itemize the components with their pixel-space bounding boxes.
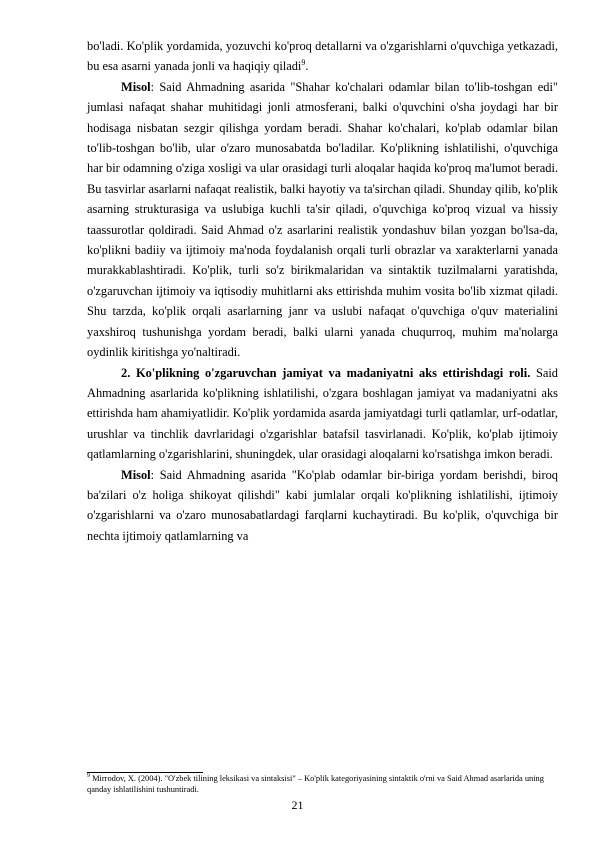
body-text bbox=[87, 36, 558, 546]
page-number: 21 bbox=[291, 798, 304, 812]
example-label: Misol bbox=[121, 467, 151, 482]
footnote bbox=[87, 774, 558, 795]
footnote-number: 9 bbox=[87, 773, 90, 780]
paragraph-end: . bbox=[305, 59, 309, 74]
paragraph-section-2 bbox=[87, 363, 558, 465]
paragraph-text: Said Ahmadning asarlarida ko'plikning ishlatilishi, o'zgara boshlagan jamiyat va madaniyatni aks ettirishda ham ahamiyatlidir. Ko'plik yordamida asarda jamiyatdagi turli qatlamlar, urf-odatlar, urushlar va tinchlik davrlaridagi o'zgarishlar batafsil tasvirlanadi. Ko'plik, ko'plab ijtimoiy qatlamlarning o'zgarishlarini, shuningdek, ular orasidagi aloqalarni ko'rsatishga imkon beradi. bbox=[87, 365, 558, 462]
paragraph-text: : Said Ahmadning asarida "Shahar ko'chalari odamlar bilan to'lib-toshgan edi" jumlasi nafaqat shahar muhitidagi jonli atmosferani, balki o'quvchini o'sha joydagi har bir hodisaga nisbatan sezgir qilishga yordam beradi. Shahar ko'chalari, ko'plab odamlar bilan to'lib-toshgan bo'lib, ular o'zaro munosabatda bo'ladilar. Ko'plikning ishlatilishi, o'quvchiga har bir odamning o'ziga xosligi va ular orasidagi turli aloqalar haqida ko'proq ma'lumot beradi. Bu tasvirlar asarlarni nafaqat realistik, balki hayotiy va ta'sirchan qiladi. Shunday qilib, ko'plik asarning strukturasiga va uslubiga kuchli ta'sir qiladi, o'quvchiga ko'proq vizual va hissiy taassurotlar qoldiradi. Said Ahmad o'z asarlarini realistik yondashuv bilan yozgan bo'lsa-da, ko'plikni badiiy va ijtimoiy ma'noda foydalanish orqali turli obrazlar va xarakterlarni yanada murakkablashtiradi. Ko'plik, turli so'z birikmalaridan va sintaktik tuzilmalarni yaratishda, o'zgaruvchan ijtimoiy va iqtisodiy muhitlarni aks ettirishda muhim vosita bo'lib xizmat qiladi. Shu tarzda, ko'plik orqali asarlarning janr va uslubi nafaqat o'quvchiga o'quv materialini yaxshiroq tushunishga yordam beradi, balki ularni yanada chuqurroq, muhim ma'nolarga oydinlik kiritishga yo'naltiradi. bbox=[87, 79, 558, 360]
paragraph-text: bo'ladi. Ko'plik yordamida, yozuvchi ko'proq detallarni va o'zgarishlarni o'quvchiga yetkazadi, bu esa asarni yanada jonli va haqiqiy qiladi bbox=[87, 39, 558, 74]
paragraph-example-2 bbox=[87, 465, 558, 547]
footnote-reference[interactable]: 9 bbox=[301, 58, 306, 68]
section-heading: 2. Ko'plikning o'zgaruvchan jamiyat va madaniyatni aks ettirishdagi roli. bbox=[121, 365, 531, 380]
footnote-text: Mirrodov, X. (2004). "O'zbek tilining leksikasi va sintaksisi" – Ko'plik kategoriyasining sintaktik o'rni va Said Ahmad asarlarida uning qanday ishlatilishini tushuntiradi. bbox=[87, 774, 544, 794]
paragraph-text: : Said Ahmadning asarida "Ko'plab odamlar bir-biriga yordam berishdi, biroq ba'zilari o'z holiga shikoyat qilishdi" kabi jumlalar orqali ko'plikning ishlatilishi, ijtimoiy o'zgarishlarni va o'zaro munosabatlardagi farqlarni kuchaytiradi. Bu ko'plik, o'quvchiga bir nechta ijtimoiy qatlamlarning va bbox=[87, 467, 558, 543]
footnote-divider bbox=[87, 772, 203, 773]
paragraph-example-1 bbox=[87, 77, 558, 363]
paragraph-continuation bbox=[87, 36, 558, 77]
example-label: Misol bbox=[121, 79, 151, 94]
